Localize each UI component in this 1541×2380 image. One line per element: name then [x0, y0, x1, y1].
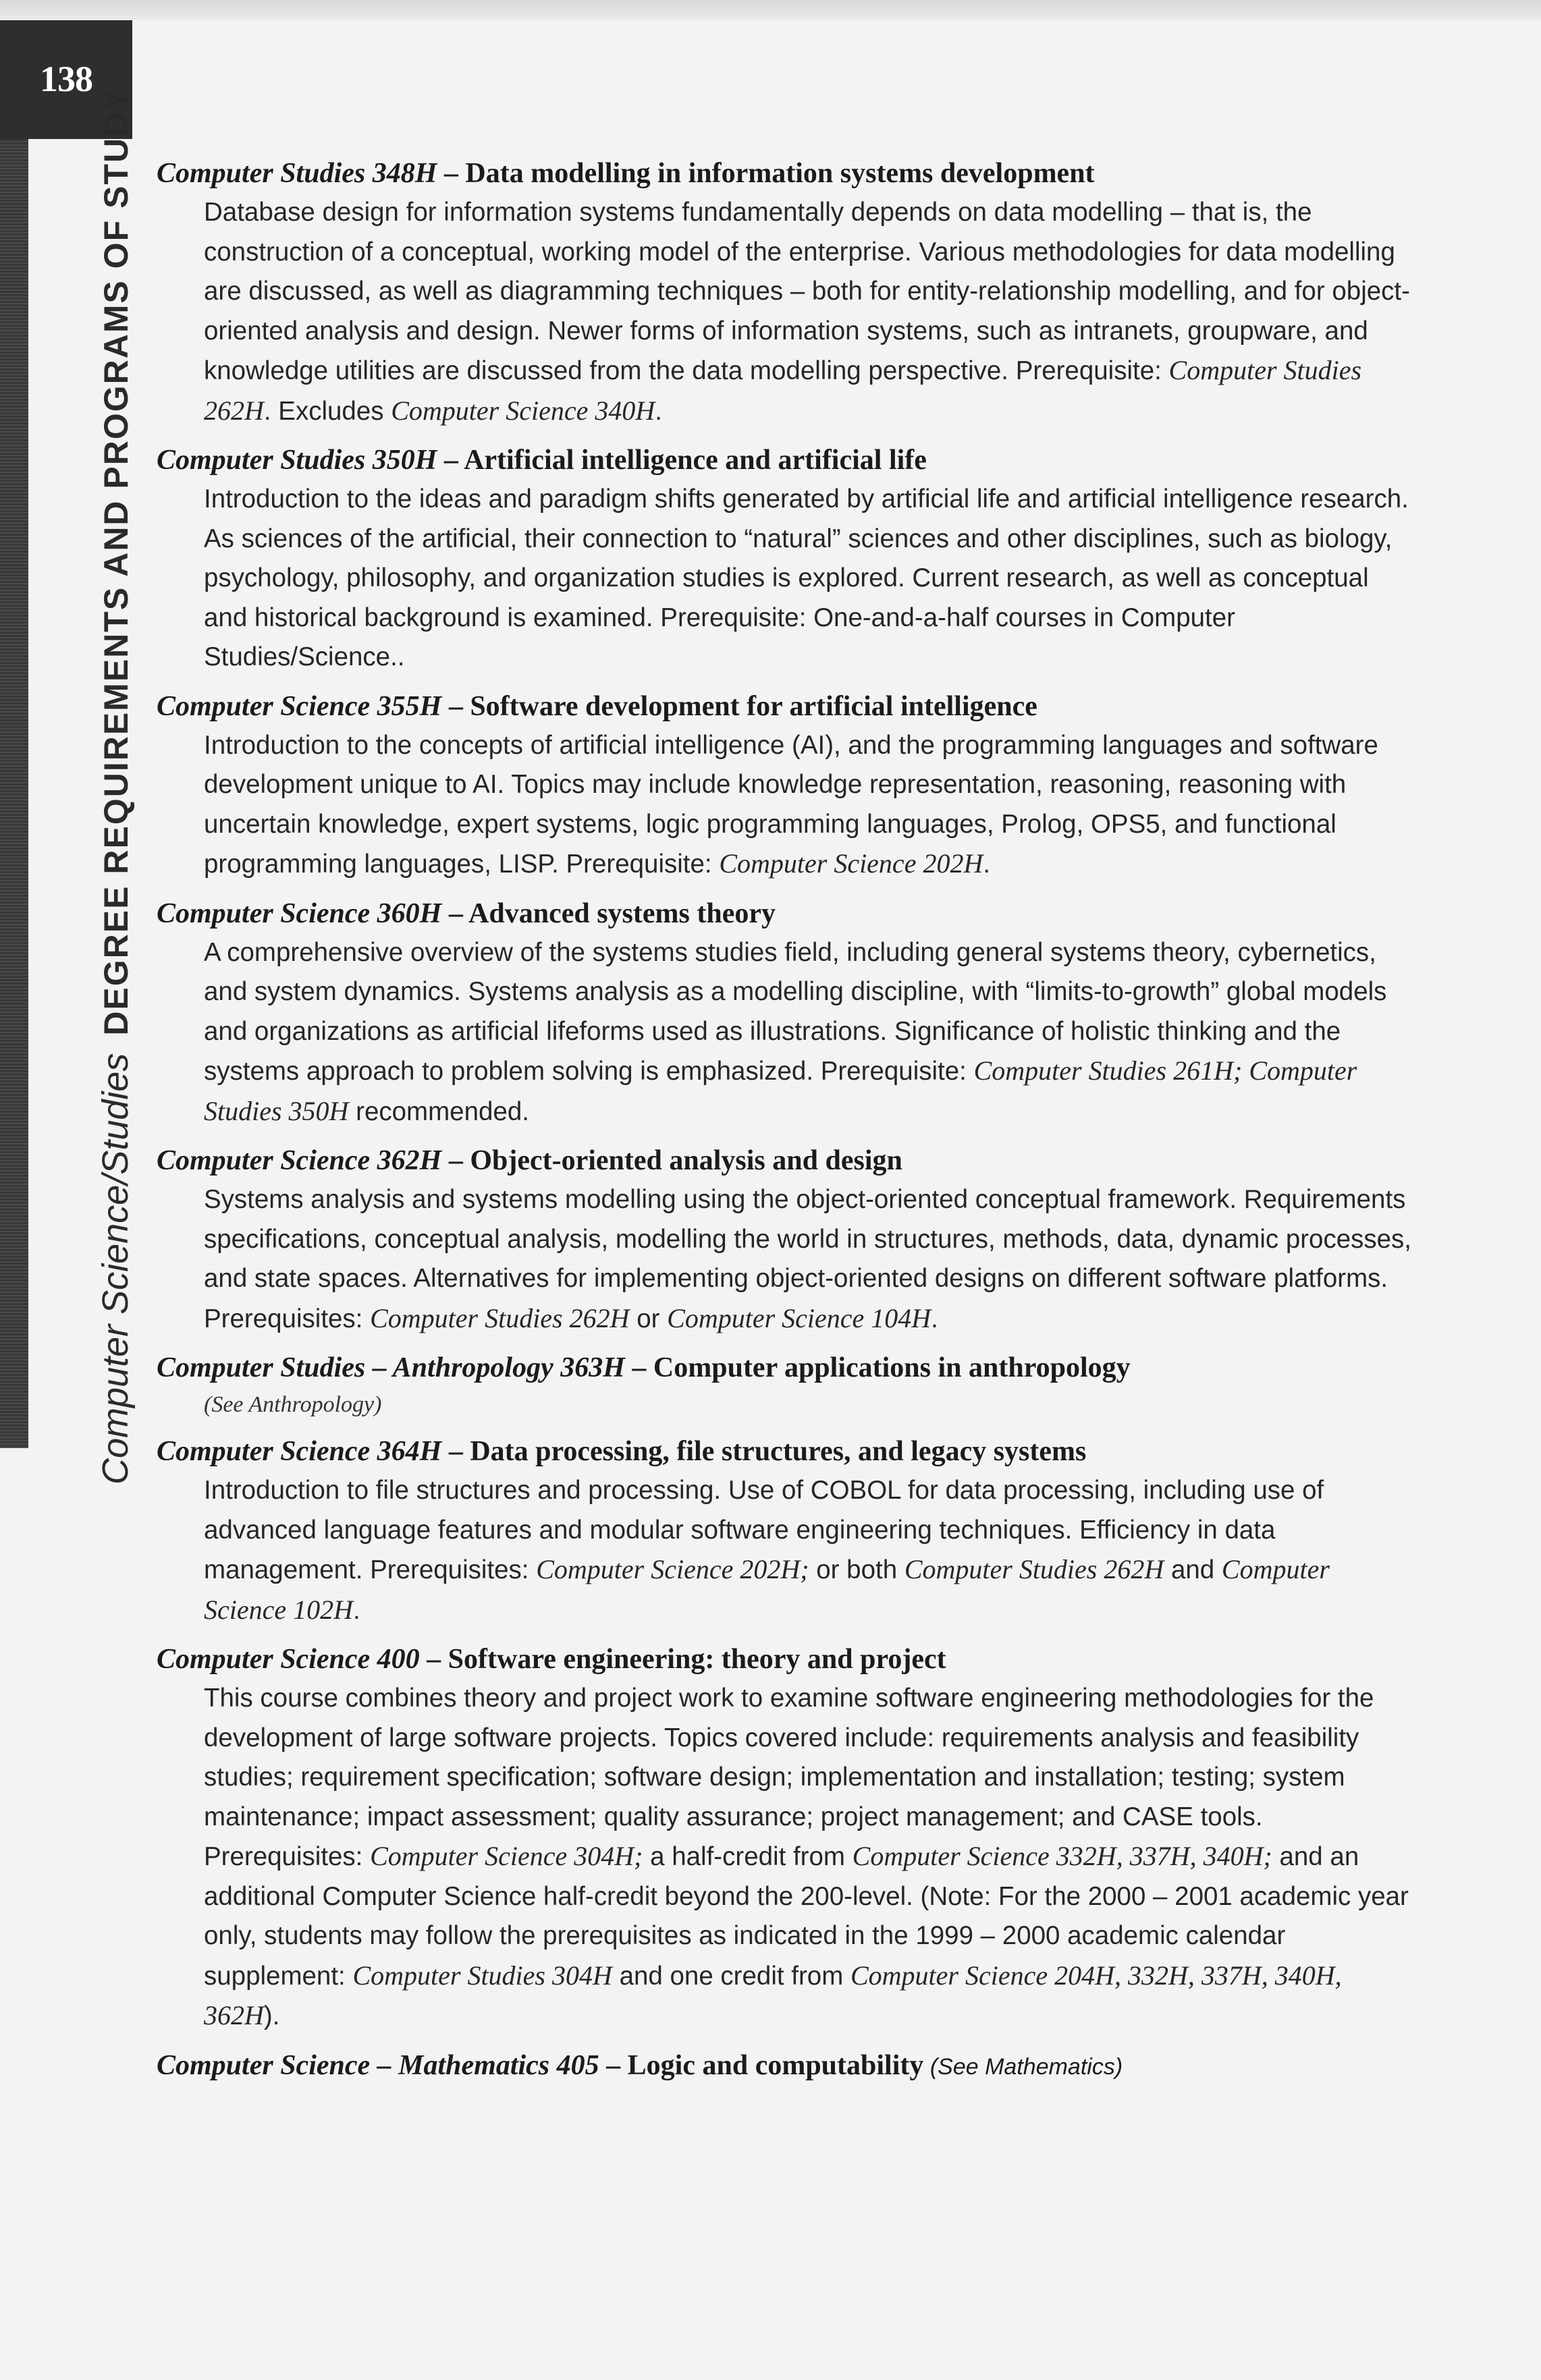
sidebar-strip	[0, 139, 28, 1448]
see-reference: (See Mathematics)	[923, 2053, 1123, 2080]
side-department: Computer Science/Studies	[95, 1053, 136, 1485]
course-description: This course combines theory and project work to examine software engineering methodologies for the development of large software projects. Topics covered include: requirements analysis and feasibility studies; requirement specification; software design; implementation and installation; testing; system maintenance; impact assessment; quality assurance; project management; and CASE tools. Prerequisites: Computer Science 304H; a half-credit from Computer Science 332H, 337H, 340H; and an additional Computer Science half-credit beyond the 200-level. (Note: For the 2000 – 2001 academic year only, students may follow the prerequisites as indicated in the 1999 – 2000 academic calendar supplement: Computer Studies 304H and one credit from Computer Science 204H, 332H, 337H, 340H, 362H).	[204, 1684, 1409, 2030]
course-title: Data modelling in information systems development	[465, 158, 1095, 189]
course-description: Database design for information systems fundamentally depends on data modelling – that is, the construction of a conceptual, working model of the enterprise. Various methodologies for data modelling are discussed, as well as diagramming techniques – both for entity-relationship modelling, and for object-oriented analysis and design. Newer forms of information systems, such as intranets, groupware, and knowledge utilities are discussed from the data modelling perspective. Prerequisite: Computer Studies 262H. Excludes Computer Science 340H.	[204, 198, 1410, 426]
course-entry	[157, 2046, 1412, 2086]
course-heading: Computer Science 360H – Advanced systems theory	[157, 897, 776, 929]
course-entry	[157, 687, 1412, 885]
course-description: Introduction to the ideas and paradigm shifts generated by artificial life and artificial intelligence research. As sciences of the artificial, their connection to “natural” sciences and other disciplines, such as biology, psychology, philosophy, and organization studies is explored. Current research, as well as conceptual and historical background is examined. Prerequisite: One-and-a-half courses in Computer Studies/Science..	[204, 485, 1409, 671]
course-code: Computer Science 400	[157, 1644, 420, 1675]
course-title: Advanced systems theory	[468, 897, 776, 929]
side-section: DEGREE REQUIREMENTS AND PROGRAMS OF STUDY	[97, 87, 135, 1036]
course-heading: Computer Science 355H – Software development for artificial intelligence	[157, 690, 1037, 722]
course-title: Software engineering: theory and project	[448, 1644, 946, 1675]
course-code: Computer Science 364H	[157, 1436, 442, 1467]
course-heading: Computer Science 364H – Data processing, file structures, and legacy systems	[157, 1436, 1087, 1467]
course-heading: Computer Science – Mathematics 405 – Logic and computability (See Mathematics)	[157, 2049, 1123, 2081]
page-number: 138	[40, 59, 92, 99]
side-running-title	[94, 87, 136, 1485]
course-entry	[157, 441, 1412, 677]
course-heading: Computer Science 362H – Object-oriented analysis and design	[157, 1145, 902, 1176]
course-heading: Computer Studies – Anthropology 363H – Computer applications in anthropology	[157, 1352, 1131, 1383]
course-code: Computer Science 360H	[157, 897, 442, 929]
course-title: Software development for artificial intelligence	[470, 690, 1037, 722]
course-code: Computer Science 362H	[157, 1145, 442, 1176]
course-entry	[157, 1640, 1412, 2037]
course-description: Introduction to the concepts of artificial intelligence (AI), and the programming languages and software development unique to AI. Topics may include knowledge representation, reasoning, reasoning with uncertain knowledge, expert systems, logic programming languages, Prolog, OPS5, and functional programming languages, LISP. Prerequisite: Computer Science 202H.	[204, 730, 1378, 879]
course-heading: Computer Science 400 – Software engineering: theory and project	[157, 1644, 946, 1675]
course-title: Object-oriented analysis and design	[470, 1145, 902, 1176]
course-listing	[157, 154, 1412, 2096]
course-description: Introduction to file structures and processing. Use of COBOL for data processing, including use of advanced language features and modular software engineering techniques. Efficiency in data management. Prerequisites: Computer Science 202H; or both Computer Studies 262H and Computer Science 102H.	[204, 1476, 1330, 1625]
scan-top-edge	[0, 0, 1541, 20]
course-code: Computer Studies 350H	[157, 445, 437, 476]
course-entry	[157, 1348, 1412, 1422]
course-title: Artificial intelligence and artificial life	[464, 445, 927, 476]
course-description: Systems analysis and systems modelling using the object-oriented conceptual framework. Requirements specifications, conceptual analysis, modelling the world in structures, methods, data, dynamic processes, and state spaces. Alternatives for implementing object-oriented designs on different software platforms. Prerequisites: Computer Studies 262H or Computer Science 104H.	[204, 1185, 1411, 1333]
course-code: Computer Science – Mathematics 405	[157, 2049, 599, 2081]
course-entry	[157, 154, 1412, 431]
course-code: Computer Studies – Anthropology 363H	[157, 1352, 625, 1383]
course-entry	[157, 1141, 1412, 1339]
course-title: Data processing, file structures, and legacy systems	[470, 1436, 1087, 1467]
course-entry	[157, 1432, 1412, 1630]
course-heading: Computer Studies 350H – Artificial intelligence and artificial life	[157, 445, 927, 476]
course-title: Computer applications in anthropology	[653, 1352, 1131, 1383]
course-entry	[157, 894, 1412, 1132]
course-description: A comprehensive overview of the systems studies field, including general systems theory, cybernetics, and system dynamics. Systems analysis as a modelling discipline, with “limits-to-growth” global models and organizations as artificial lifeforms used as illustrations. Significance of holistic thinking and the systems approach to problem solving is emphasized. Prerequisite: Computer Studies 261H; Computer Studies 350H recommended.	[204, 937, 1387, 1126]
course-title: Logic and computability	[627, 2049, 924, 2081]
course-code: Computer Science 355H	[157, 690, 442, 722]
course-code: Computer Studies 348H	[157, 158, 437, 189]
see-reference: (See Anthropology)	[204, 1392, 382, 1417]
course-heading: Computer Studies 348H – Data modelling in information systems development	[157, 158, 1095, 189]
